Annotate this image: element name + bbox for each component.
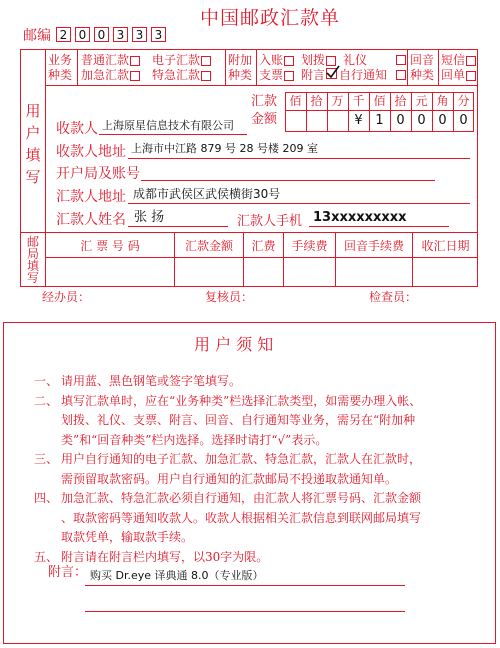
option-gift[interactable]: 礼仪 bbox=[343, 53, 368, 67]
memo-value[interactable]: 购买 Dr.eye 译典通 8.0（专业版） bbox=[90, 569, 264, 582]
bank-account-field[interactable] bbox=[141, 180, 435, 181]
payee-address-value[interactable]: 上海市中江路 879 号 28 号楼 209 室 bbox=[131, 142, 318, 155]
checkbox-transfer[interactable] bbox=[326, 56, 336, 66]
zip-digit-2[interactable]: 0 bbox=[75, 27, 90, 42]
checker-label: 复核员： bbox=[205, 290, 254, 304]
option-normal[interactable]: 普通汇款 bbox=[81, 54, 140, 66]
checkbox-electronic[interactable] bbox=[201, 56, 211, 66]
amount-label-2: 金额 bbox=[251, 112, 278, 127]
option-self-notify[interactable]: 自行通知 bbox=[339, 68, 388, 82]
option-transfer[interactable]: 划拨 bbox=[301, 54, 336, 66]
amount-header-9: 分 bbox=[457, 94, 470, 108]
payee-address-label: 收款人地址 bbox=[56, 144, 126, 160]
col-remit-amount: 汇款金额 bbox=[184, 239, 233, 253]
user-fill-side-label: 用 户 填 写 bbox=[25, 102, 41, 186]
amount-header-6: 拾 bbox=[394, 94, 407, 108]
service-type-label-2: 种类 bbox=[48, 68, 73, 82]
remitter-name-label: 汇款人姓名 bbox=[56, 212, 126, 228]
col-receive-date: 收汇日期 bbox=[421, 239, 470, 253]
reply-type-label-2: 种类 bbox=[410, 68, 435, 82]
checkbox-sms[interactable] bbox=[466, 56, 476, 66]
checkbox-deposit[interactable] bbox=[284, 56, 294, 66]
checkbox-self-notify[interactable] bbox=[396, 70, 406, 80]
amount-header-3: 万 bbox=[331, 94, 344, 108]
amount-header-1: 佰 bbox=[289, 94, 302, 108]
zip-digit-3[interactable]: 0 bbox=[94, 27, 109, 42]
option-electronic[interactable]: 电子汇款 bbox=[152, 54, 211, 66]
checkbox-receipt[interactable] bbox=[466, 71, 476, 81]
option-memo[interactable]: 附言 bbox=[301, 68, 326, 82]
bank-account-label: 开户局及账号 bbox=[56, 166, 140, 182]
checkbox-normal[interactable] bbox=[130, 56, 140, 66]
amount-digit-2[interactable]: 0 bbox=[396, 113, 405, 128]
amount-digit-5[interactable]: 0 bbox=[459, 113, 468, 128]
remitter-name-value[interactable]: 张 扬 bbox=[134, 210, 165, 225]
amount-header-8: 角 bbox=[436, 94, 449, 108]
remitter-address-label: 汇款人地址 bbox=[56, 189, 126, 205]
checkbox-urgent[interactable] bbox=[130, 71, 140, 81]
inspector-label: 检查员： bbox=[369, 290, 418, 304]
notice-title: 用 户 须 知 bbox=[194, 335, 274, 354]
notice-item-3: 三、 用户自行通知的电子汇款、加急汇款、特急汇款，汇款人在汇款时， 需预留取款密码。用户自行通知的汇款邮局不投递取款通知单。 bbox=[34, 452, 422, 486]
remitter-phone-label: 汇款人手机 bbox=[237, 214, 303, 229]
handler-label: 经办员： bbox=[42, 290, 91, 304]
option-express[interactable]: 特急汇款 bbox=[152, 69, 211, 81]
amount-header-2: 拾 bbox=[310, 94, 323, 108]
amount-currency[interactable]: ¥ bbox=[354, 113, 363, 128]
option-receipt[interactable]: 回单 bbox=[441, 69, 476, 81]
zip-digit-5[interactable]: 3 bbox=[132, 27, 147, 42]
remitter-phone-value[interactable]: 13xxxxxxxxx bbox=[313, 210, 407, 225]
notice-item-1: 一、 请用蓝、黑色钢笔或签字笔填写。 bbox=[34, 374, 242, 388]
payee-label: 收款人 bbox=[56, 121, 98, 137]
option-urgent[interactable]: 加急汇款 bbox=[81, 69, 140, 81]
notice-list bbox=[34, 372, 484, 567]
zip-digit-4[interactable]: 3 bbox=[113, 27, 128, 42]
amount-label-1: 汇款 bbox=[251, 94, 278, 109]
amount-header-7: 元 bbox=[415, 94, 428, 108]
checkbox-memo-checked[interactable] bbox=[326, 68, 337, 79]
amount-header-5: 佰 bbox=[373, 94, 386, 108]
notice-item-5: 五、 附言请在附言栏内填写，以30字为限。 bbox=[34, 549, 269, 564]
amount-digit-4[interactable]: 0 bbox=[438, 113, 447, 128]
post-fill-side-label: 邮 局 填 写 bbox=[26, 235, 39, 285]
col-remit-fee: 汇费 bbox=[251, 239, 276, 253]
form-title: 中国邮政汇款单 bbox=[200, 7, 341, 29]
memo-line-2[interactable] bbox=[85, 611, 405, 612]
payee-value[interactable]: 上海原星信息技术有限公司 bbox=[102, 119, 234, 132]
reply-type-label-1: 回音 bbox=[410, 53, 435, 67]
zip-label: 邮编 bbox=[23, 28, 51, 44]
zip-digit-1[interactable]: 2 bbox=[56, 27, 71, 42]
amount-digit-1[interactable]: 1 bbox=[375, 113, 384, 128]
checkbox-check[interactable] bbox=[284, 71, 294, 81]
memo-label: 附言： bbox=[48, 565, 88, 580]
extra-type-label-1: 附加 bbox=[228, 53, 253, 67]
checkmark-icon bbox=[326, 65, 340, 79]
extra-type-label-2: 种类 bbox=[228, 68, 253, 82]
zip-digit-6[interactable]: 3 bbox=[151, 27, 166, 42]
option-check[interactable]: 支票 bbox=[259, 69, 294, 81]
col-draft-number: 汇 票 号 码 bbox=[80, 239, 140, 253]
service-type-label-1: 业务 bbox=[48, 53, 73, 67]
notice-item-4: 四、 加急汇款、特急汇款必须自行通知，由汇款人将汇票号码、汇款金额 、取款密码等通知收款人。收款人根据相关汇款信息到联网邮局填写 取款凭单，输取款手续。 bbox=[34, 491, 422, 544]
checkbox-express[interactable] bbox=[201, 71, 211, 81]
option-deposit[interactable]: 入账 bbox=[259, 54, 294, 66]
notice-item-2: 二、 填写汇款单时，应在“业务种类”栏选择汇款类型，如需要办理入帐、 划拨、礼仪、支票、附言、回音、自行通知等业务，需另在“附加种 类”和“回音种类”栏内选择。选择时请打“√”表示。 bbox=[34, 393, 422, 447]
checkbox-gift[interactable] bbox=[396, 55, 406, 65]
col-reply-fee: 回音手续费 bbox=[343, 239, 404, 253]
col-handling-fee: 手续费 bbox=[291, 239, 328, 253]
remitter-address-value[interactable]: 成都市武侯区武侯横街30号 bbox=[133, 187, 281, 201]
amount-header-4: 千 bbox=[352, 94, 365, 108]
option-sms[interactable]: 短信 bbox=[441, 54, 476, 66]
amount-digit-3[interactable]: 0 bbox=[417, 113, 426, 128]
